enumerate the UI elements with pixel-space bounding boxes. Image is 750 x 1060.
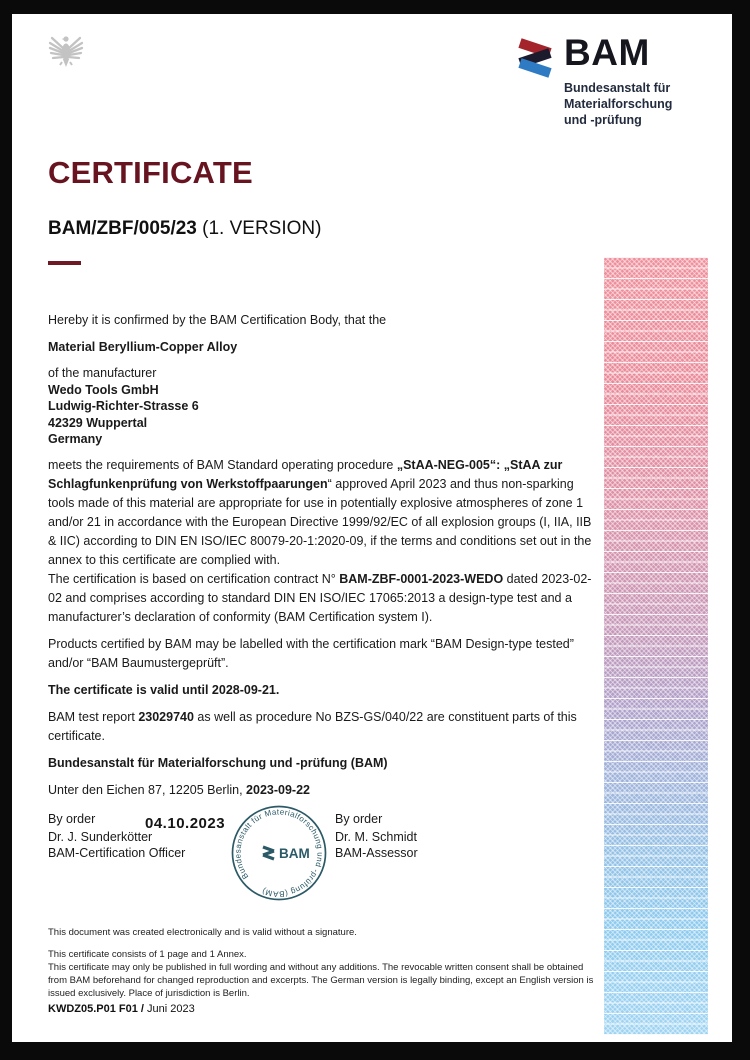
signer-name-right: Dr. M. Schmidt (335, 829, 417, 844)
stamp-center-mark-icon (263, 847, 274, 859)
test-report-paragraph: BAM test report 23029740 as well as procedure No BZS-GS/040/22 are constituent parts of this certificate. (48, 709, 577, 743)
manufacturer-city: 42329 Wuppertal (48, 415, 148, 430)
fine-print (48, 926, 602, 1000)
manufacturer-country: Germany (48, 432, 103, 446)
procedure-paragraph: meets the requirements of BAM Standard operating procedure „StAA-NEG-005“: „StAA zur Schlagfunkenprüfung von Werkstoffpaarungen“ approved April 2023 and thus non-sparking tools made of this material are appropriate for use in potentially explosive atmospheres of zone 1 and/or 21 in accordance with the European Directive 1999/92/EC of all explosion groups (I, IIA, IIB & IIC) according to DIN EN ISO/IEC 80079-20-1:2020-09, if the terms and conditions set out in the annex to this certificate are complied with. (48, 457, 592, 567)
electronic-validity-note: This document was created electronically and is valid without a signature. (48, 926, 357, 938)
manufacturer-intro: of the manufacturer (48, 366, 157, 380)
certificate-body (48, 311, 602, 1019)
date-stamp: 04.10.2023 (145, 814, 226, 832)
intro-text: Hereby it is confirmed by the BAM Certification Body, that the (48, 313, 387, 327)
form-code: KWDZ05.P01 F01 / Juni 2023 (48, 1002, 195, 1015)
signer-role-right: BAM-Assessor (335, 846, 418, 860)
by-order-right: By order (335, 811, 383, 826)
accent-dash (48, 261, 81, 265)
certificate-number (48, 218, 321, 240)
signature-row (48, 806, 602, 899)
place-and-date: Unter den Eichen 87, 12205 Berlin, 2023-09-22 (48, 782, 310, 797)
bam-round-stamp (230, 804, 328, 902)
material-name: Material Beryllium-Copper Alloy (48, 340, 238, 354)
contract-paragraph: The certification is based on certification contract N° BAM-ZBF-0001-2023-WEDO dated 2023-02-02 and comprises according to standard DIN EN ISO/IEC 17065:2013 a design-type test and a manufacturer’s declaration of conformity (BAM Certification system I). (48, 571, 592, 624)
bam-logo-mark-icon (517, 36, 553, 80)
manufacturer-name: Wedo Tools GmbH (48, 382, 159, 397)
manufacturer-block (48, 365, 602, 448)
certificate-version: (1. VERSION) (196, 218, 322, 239)
bam-logo-tagline: Bundesanstalt für Materialforschung und -prüfung (564, 81, 673, 127)
stamp-center-text: BAM (279, 845, 310, 861)
by-order-left: By order (48, 811, 96, 826)
page-title: CERTIFICATE (48, 155, 253, 190)
guilloche-security-strip (604, 257, 708, 1035)
pages-note: This certificate consists of 1 page and 1 Annex. (48, 948, 247, 960)
validity-statement: The certificate is valid until 2028-09-21. (48, 682, 280, 697)
federal-eagle-icon (48, 31, 84, 71)
stamp-ring-text: Bundesanstalt für Materialforschung und -prüfung (BAM) (233, 806, 325, 899)
issuer-name: Bundesanstalt für Materialforschung und -prüfung (BAM) (48, 755, 388, 770)
signature-right (335, 810, 418, 862)
publication-note: This certificate may only be published in full wording and without any additions. The revocable written consent shall be obtained from BAM beforehand for changed reproduction and excerpts. The German version is legally binding, except an English version is issued exclusively. Place of jurisdiction is Berlin. (48, 961, 594, 999)
signer-role-left: BAM-Certification Officer (48, 846, 186, 860)
bam-logo (517, 33, 672, 128)
labelling-paragraph: Products certified by BAM may be labelled with the certification mark “BAM Design-type tested” and/or “BAM Baumustergeprüft”. (48, 636, 574, 670)
manufacturer-street: Ludwig-Richter-Strasse 6 (48, 399, 199, 413)
certificate-number-value: BAM/ZBF/005/23 (48, 218, 197, 239)
bam-logo-word: BAM (564, 32, 650, 73)
certificate-page (12, 14, 732, 1042)
signer-name-left: Dr. J. Sunderkötter (48, 829, 153, 844)
